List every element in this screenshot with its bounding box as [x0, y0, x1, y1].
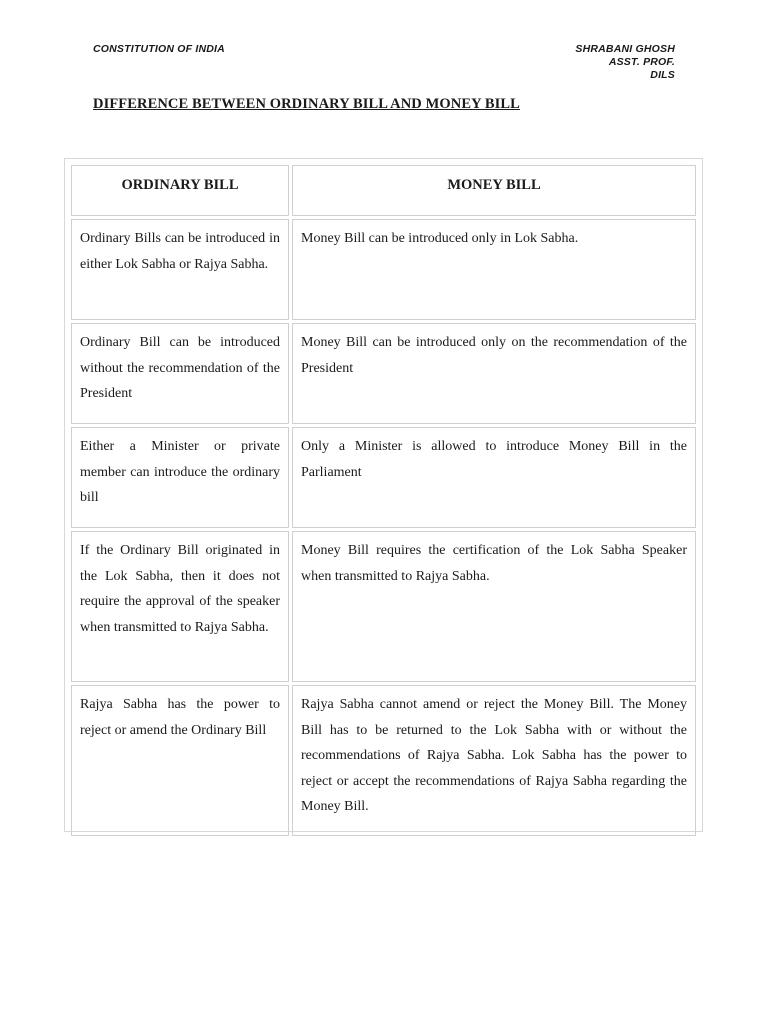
- cell-money: Money Bill can be introduced only in Lok Sabha.: [292, 219, 696, 320]
- author-designation: ASST. PROF.: [608, 56, 675, 68]
- table-row: [71, 685, 696, 836]
- author-department: DILS: [650, 69, 675, 81]
- table-row: [71, 531, 696, 682]
- cell-ordinary: If the Ordinary Bill originated in the Lok Sabha, then it does not require the approval of the speaker when transmitted to Rajya Sabha.: [71, 531, 289, 682]
- table-row: [71, 323, 696, 424]
- cell-ordinary: Ordinary Bills can be introduced in either Lok Sabha or Rajya Sabha.: [71, 219, 289, 320]
- comparison-table-frame: [64, 158, 703, 832]
- comparison-table: [68, 162, 699, 839]
- page-title: DIFFERENCE BETWEEN ORDINARY BILL AND MONEY BILL: [93, 96, 520, 112]
- cell-ordinary: Rajya Sabha has the power to reject or amend the Ordinary Bill: [71, 685, 289, 836]
- cell-money: Money Bill requires the certification of the Lok Sabha Speaker when transmitted to Rajya Sabha.: [292, 531, 696, 682]
- table-header-row: [71, 165, 696, 216]
- header-ordinary-bill: ORDINARY BILL: [71, 165, 289, 216]
- cell-money: Rajya Sabha cannot amend or reject the Money Bill. The Money Bill has to be returned to the Lok Sabha with or without the recommendations of Rajya Sabha. Lok Sabha has the power to reject or accept the recommendations of Rajya Sabha regarding the Money Bill.: [292, 685, 696, 836]
- cell-money: Money Bill can be introduced only on the recommendation of the President: [292, 323, 696, 424]
- table-row: [71, 427, 696, 528]
- cell-ordinary: Ordinary Bill can be introduced without the recommendation of the President: [71, 323, 289, 424]
- header-money-bill: MONEY BILL: [292, 165, 696, 216]
- course-header: CONSTITUTION OF INDIA: [93, 43, 225, 55]
- cell-ordinary: Either a Minister or private member can introduce the ordinary bill: [71, 427, 289, 528]
- cell-money: Only a Minister is allowed to introduce Money Bill in the Parliament: [292, 427, 696, 528]
- table-row: [71, 219, 696, 320]
- author-block: [575, 43, 675, 82]
- author-name: SHRABANI GHOSH: [575, 43, 675, 55]
